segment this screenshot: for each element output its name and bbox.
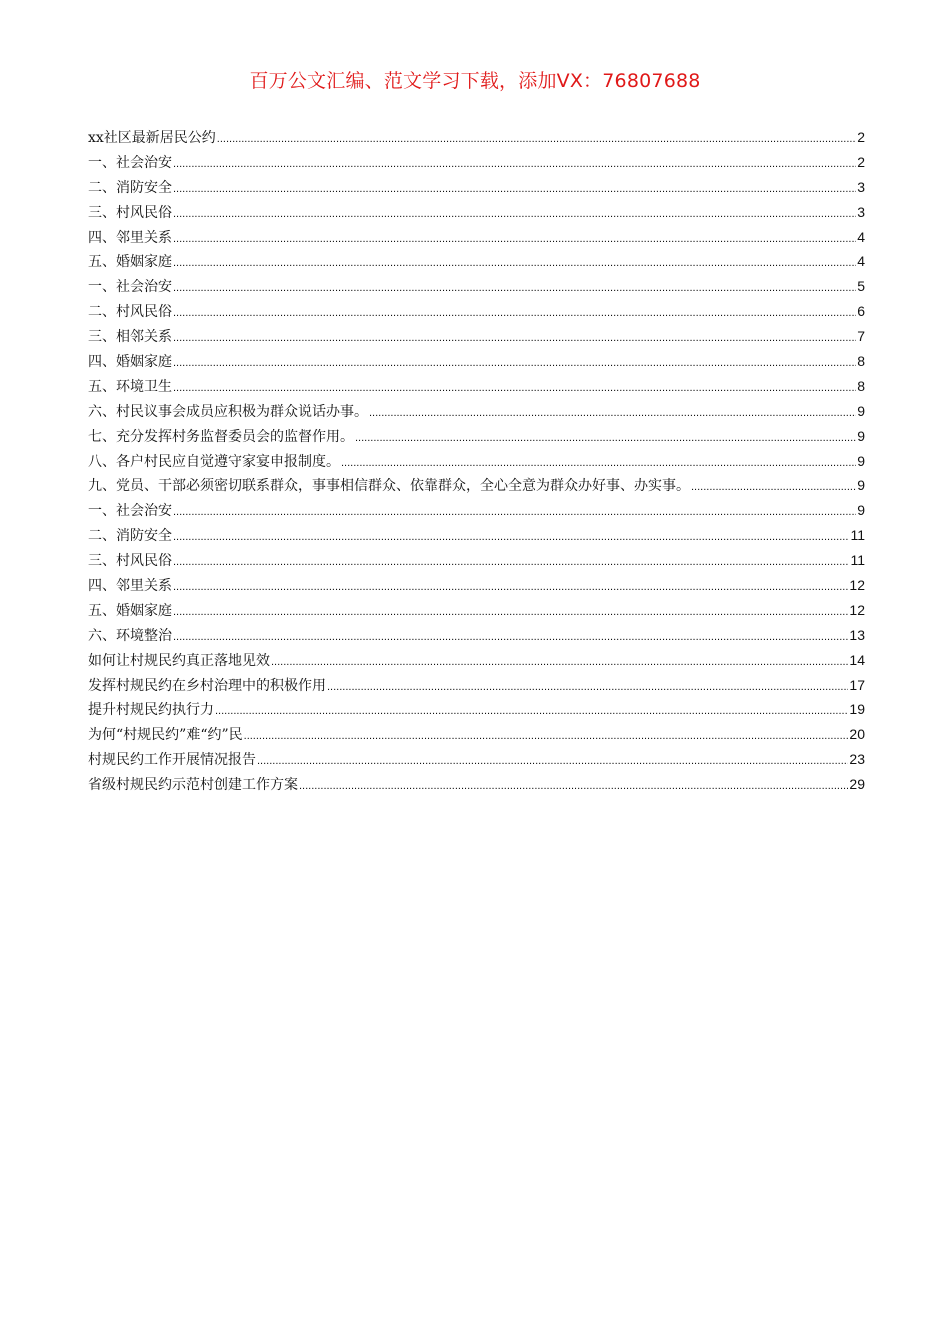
toc-entry[interactable]: [88, 772, 865, 797]
toc-entry-page-number: 23: [849, 751, 865, 768]
toc-entry[interactable]: [88, 573, 865, 598]
toc-entry[interactable]: [88, 648, 865, 673]
toc-entry-page-number: 17: [849, 676, 865, 693]
toc-entry-page-number: 13: [849, 626, 865, 643]
toc-entry-page-number: 9: [857, 477, 865, 494]
toc-entry[interactable]: [88, 274, 865, 299]
toc-entry[interactable]: [88, 697, 865, 722]
toc-entry-title[interactable]: 五、婚姻家庭: [88, 254, 172, 271]
toc-dot-leader: [271, 649, 848, 675]
toc-entry-page-number: 11: [850, 527, 865, 544]
toc-entry-title[interactable]: 四、婚姻家庭: [88, 354, 172, 371]
toc-entry-title[interactable]: 七、充分发挥村务监督委员会的监督作用。: [88, 428, 354, 445]
toc-entry-title[interactable]: 二、消防安全: [88, 528, 172, 545]
toc-entry[interactable]: [88, 498, 865, 523]
toc-entry-title[interactable]: 村规民约工作开展情况报告: [88, 752, 256, 769]
toc-dot-leader: [173, 325, 856, 351]
toc-entry[interactable]: [88, 225, 865, 250]
toc-dot-leader: [173, 499, 856, 525]
toc-dot-leader: [173, 275, 856, 301]
toc-entry-page-number: 7: [857, 328, 865, 345]
toc-entry-page-number: 9: [857, 452, 865, 469]
toc-entry-page-number: 9: [857, 502, 865, 519]
toc-entry-page-number: 3: [857, 203, 865, 220]
toc-entry-title[interactable]: 九、党员、干部必须密切联系群众，事事相信群众、依靠群众，全心全意为群众办好事、办实事。: [88, 478, 690, 495]
toc-entry-page-number: 29: [849, 776, 865, 793]
toc-entry[interactable]: [88, 150, 865, 175]
toc-entry-title[interactable]: 三、村风民俗: [88, 553, 172, 570]
toc-dot-leader: [173, 201, 856, 227]
toc-dot-leader: [173, 300, 856, 326]
toc-dot-leader: [341, 450, 856, 476]
toc-dot-leader: [327, 674, 848, 700]
toc-entry-page-number: 8: [857, 353, 865, 370]
toc-entry[interactable]: [88, 673, 865, 698]
toc-entry-page-number: 20: [849, 726, 865, 743]
toc-dot-leader: [173, 151, 856, 177]
toc-entry[interactable]: [88, 249, 865, 274]
toc-dot-leader: [173, 226, 856, 252]
toc-entry[interactable]: [88, 623, 865, 648]
toc-entry-page-number: 3: [857, 178, 865, 195]
toc-entry-title[interactable]: 一、社会治安: [88, 154, 172, 171]
toc-entry[interactable]: [88, 598, 865, 623]
toc-entry-title[interactable]: 二、村风民俗: [88, 304, 172, 321]
toc-entry-page-number: 9: [857, 427, 865, 444]
toc-dot-leader: [173, 250, 856, 276]
toc-entry-title[interactable]: 八、各户村民应自觉遵守家宴申报制度。: [88, 453, 340, 470]
toc-entry[interactable]: [88, 324, 865, 349]
toc-dot-leader: [257, 748, 848, 774]
toc-entry-title[interactable]: 提升村规民约执行力: [88, 702, 214, 719]
toc-entry[interactable]: [88, 473, 865, 498]
toc-entry-title[interactable]: xx社区最新居民公约: [88, 130, 216, 146]
toc-entry-page-number: 12: [849, 577, 865, 594]
toc-entry-page-number: 19: [849, 701, 865, 718]
toc-entry-title[interactable]: 四、邻里关系: [88, 229, 172, 246]
toc-entry[interactable]: [88, 399, 865, 424]
toc-entry-title[interactable]: 为何“村规民约”难“约”民: [88, 727, 243, 744]
toc-entry[interactable]: [88, 424, 865, 449]
toc-entry-title[interactable]: 四、邻里关系: [88, 578, 172, 595]
toc-dot-leader: [173, 574, 848, 600]
toc-entry-page-number: 6: [857, 303, 865, 320]
table-of-contents: [88, 125, 865, 797]
toc-entry-page-number: 4: [857, 228, 865, 245]
toc-entry[interactable]: [88, 175, 865, 200]
toc-dot-leader: [369, 400, 856, 426]
toc-entry[interactable]: [88, 523, 865, 548]
toc-entry-title[interactable]: 六、环境整治: [88, 627, 172, 644]
toc-dot-leader: [173, 524, 849, 550]
toc-entry-title[interactable]: 发挥村规民约在乡村治理中的积极作用: [88, 677, 326, 694]
toc-dot-leader: [215, 698, 848, 724]
toc-entry-title[interactable]: 省级村规民约示范村创建工作方案: [88, 777, 298, 794]
toc-entry-page-number: 2: [857, 129, 865, 145]
toc-entry[interactable]: [88, 548, 865, 573]
toc-dot-leader: [173, 599, 848, 625]
toc-entry-page-number: 12: [849, 601, 865, 618]
toc-entry[interactable]: [88, 349, 865, 374]
toc-entry-page-number: 9: [857, 402, 865, 419]
toc-entry[interactable]: [88, 125, 865, 150]
toc-entry-page-number: 14: [849, 651, 865, 668]
toc-dot-leader: [173, 549, 849, 575]
toc-dot-leader: [173, 624, 848, 650]
toc-entry-title[interactable]: 三、村风民俗: [88, 204, 172, 221]
toc-dot-leader: [173, 350, 856, 376]
toc-dot-leader: [173, 375, 856, 401]
toc-entry-title[interactable]: 五、环境卫生: [88, 378, 172, 395]
toc-entry-title[interactable]: 一、社会治安: [88, 279, 172, 296]
toc-entry-title[interactable]: 三、相邻关系: [88, 329, 172, 346]
page-header-banner: 百万公文汇编、范文学习下载，添加VX：76807688: [249, 70, 701, 92]
toc-entry-title[interactable]: 二、消防安全: [88, 179, 172, 196]
toc-dot-leader: [299, 773, 848, 799]
toc-entry-page-number: 8: [857, 377, 865, 394]
toc-entry-page-number: 2: [857, 153, 865, 170]
toc-entry[interactable]: [88, 299, 865, 324]
toc-entry[interactable]: [88, 374, 865, 399]
toc-entry-title[interactable]: 六、村民议事会成员应积极为群众说话办事。: [88, 403, 368, 420]
toc-dot-leader: [173, 176, 856, 202]
toc-entry[interactable]: [88, 200, 865, 225]
toc-entry[interactable]: [88, 449, 865, 474]
toc-entry-title[interactable]: 如何让村规民约真正落地见效: [88, 652, 270, 669]
toc-entry-title[interactable]: 一、社会治安: [88, 503, 172, 520]
toc-dot-leader: [244, 723, 849, 749]
toc-entry-title[interactable]: 五、婚姻家庭: [88, 602, 172, 619]
toc-entry-page-number: 5: [857, 278, 865, 295]
toc-dot-leader: [355, 425, 856, 451]
toc-entry[interactable]: [88, 722, 865, 747]
toc-dot-leader: [217, 126, 856, 152]
toc-entry-page-number: 4: [857, 253, 865, 270]
toc-entry-page-number: 11: [850, 552, 865, 569]
toc-entry[interactable]: [88, 747, 865, 772]
toc-dot-leader: [691, 474, 856, 500]
